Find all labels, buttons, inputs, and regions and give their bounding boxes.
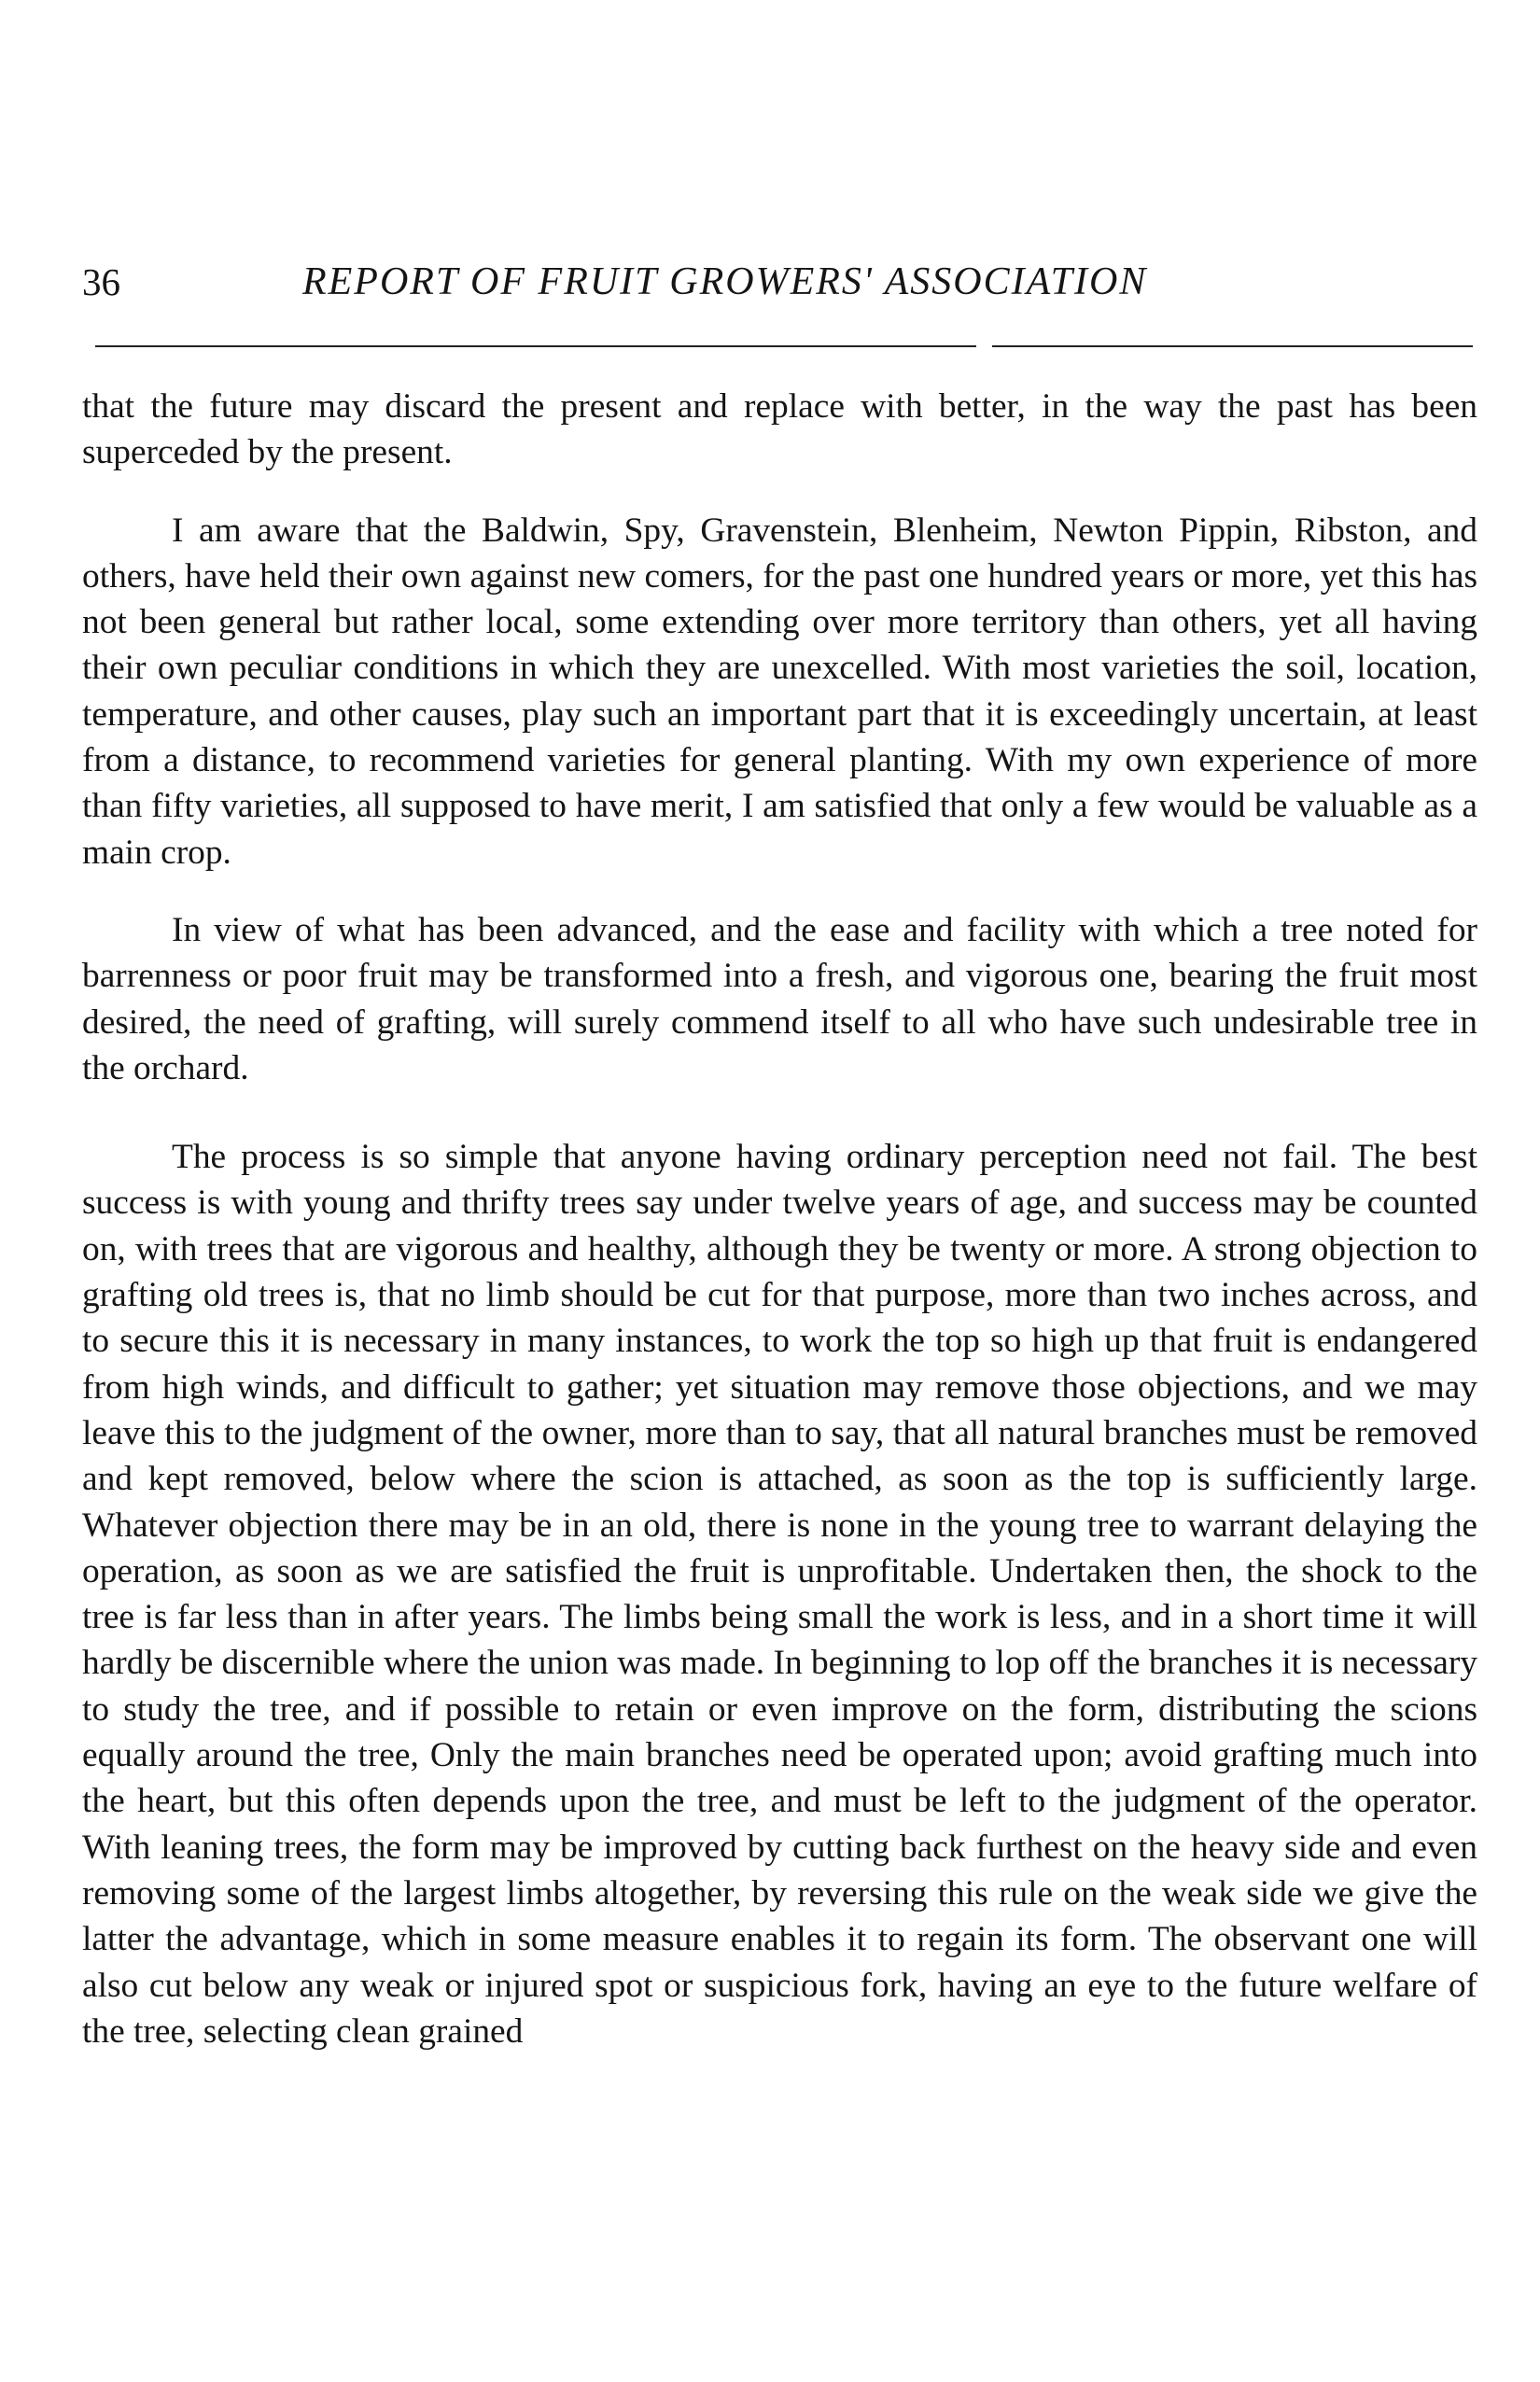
page-header — [82, 252, 1477, 308]
paragraph-varieties: I am aware that the Baldwin, Spy, Gravenstein, Blenheim, Newton Pippin, Ribston, and others, have held their own against new comers, for the past one hundred years or more, yet this has not been general but rather local, some extending over more territory than others, yet all having their own peculiar conditions in which they are unexcelled. With most varieties the soil, location, temperature, and other causes, play such an important part that it is exceedingly uncertain, at least from a distance, to recommend varieties for general planting. With my own experience of more than fifty varieties, all supposed to have merit, I am satisfied that only a few would be valuable as a main crop. — [82, 511, 1477, 872]
running-title: REPORT OF FRUIT GROWERS' ASSOCIATION — [302, 260, 1148, 303]
body-text — [82, 384, 1477, 2054]
header-rule-right — [992, 345, 1473, 347]
paragraph-grafting-process: The process is so simple that anyone having ordinary perception need not fail. The best success is with young and thrifty trees say under twelve years of age, and success may be counted on, with trees that are vigorous and healthy, although they be twenty or more. A strong objection to grafting old trees is, that no limb should be cut for that purpose, more than two inches across, and to secure this it is necessary in many instances, to work the top so high up that fruit is endangered from high winds, and difficult to gather; yet situation may remove those objections, and we may leave this to the judgment of the owner, more than to say, that all natural branches must be removed and kept removed, below where the scion is attached, as soon as the top is sufficiently large. Whatever objection there may be in an old, there is none in the young tree to warrant delaying the operation, as soon as we are satisfied the fruit is unprofitable. Undertaken then, the shock to the tree is far less than in after years. The limbs being small the work is less, and in a short time it will hardly be discernible where the union was made. In beginning to lop off the branches it is necessary to study the tree, and if possible to retain or even improve on the form, distributing the scions equally around the tree, Only the main branches need be operated upon; avoid grafting much into the heart, but this often depends upon the tree, and must be left to the judgment of the operator. With leaning trees, the form may be improved by cutting back furthest on the heavy side and even removing some of the largest limbs altogether, by reversing this rule on the weak side we give the latter the advantage, which in some measure enables it to regain its form. The observant one will also cut below any weak or injured spot or suspicious fork, having an eye to the future welfare of the tree, selecting clean grained — [82, 1138, 1477, 2051]
paragraph-continuation: that the future may discard the present and replace with better, in the way the past has been superceded by the present. — [82, 387, 1477, 472]
paragraph-grafting-need: In view of what has been advanced, and the ease and facility with which a tree noted for barrenness or poor fruit may be transformed into a fresh, and vigorous one, bearing the fruit most desired, the need of grafting, will surely commend itself to all who have such undesirable tree in the orchard. — [82, 910, 1477, 1087]
page-number: 36 — [82, 260, 120, 303]
header-rule-left — [95, 345, 976, 347]
